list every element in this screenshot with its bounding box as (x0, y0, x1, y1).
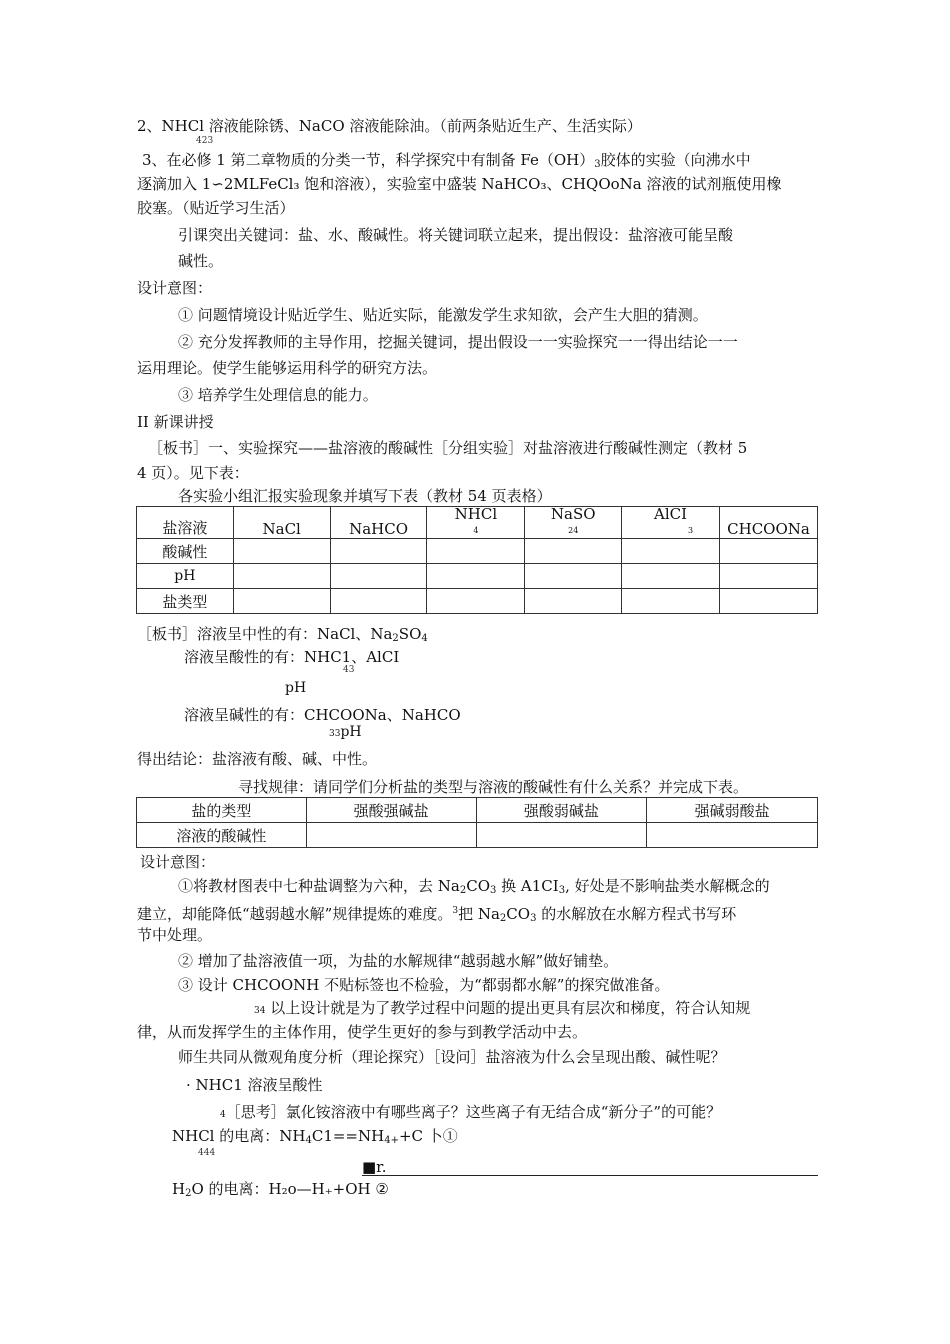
design2-point-2: ② 增加了盐溶液值一项，为盐的水解规律“越弱越水解”做好铺垫。 (178, 952, 619, 970)
table-header-cell: 盐溶液 (137, 507, 234, 539)
design2-point-1-line3: 节中处理。 (137, 926, 213, 944)
acidic-line: 溶液呈酸性的有：NHC1、AlCI (184, 648, 400, 666)
table-header-cell: 强酸弱碱盐 (476, 798, 647, 823)
table-cell (622, 539, 720, 564)
table-header-cell: 强碱弱酸盐 (647, 798, 818, 823)
table-cell (720, 564, 818, 589)
table-cell (720, 589, 818, 614)
board-line2: 4 页）。见下表： (137, 464, 249, 482)
micro-analysis: 师生共同从微观角度分析（理论探究）［设问］盐溶液为什么会呈现出酸、碱性呢？ (178, 1048, 726, 1066)
table-header-cell: 盐的类型 (137, 798, 307, 823)
table-cell (647, 823, 818, 848)
design-point-1: ① 问题情境设计贴近学生、贴近实际，能激发学生求知欲，会产生大胆的猜测。 (178, 306, 708, 324)
design2-point-1-line2: 建立，却能降低“越弱越水解”规律提炼的难度。$^3$把 $Na_2CO_3$ 的水解放在水解方程式书写环 (137, 905, 737, 924)
think-question: 4［思考］氯化铵溶液中有哪些离子？这些离子有无结合成“新分子”的可能？ (220, 1103, 722, 1121)
design2-point-1-line1: ①将教材图表中七种盐调整为六种，去 $Na_2CO_3$ 换 $A1CI_3$, 好处是不影响盐类水解概念的 (178, 877, 770, 896)
table-cell (622, 589, 720, 614)
table-cell (330, 539, 427, 564)
table-cell (233, 589, 330, 614)
table-cell (427, 564, 525, 589)
subscript-note: 423 (196, 136, 214, 146)
nh4cl-acidic: · NHC1 溶液呈酸性 (186, 1076, 323, 1094)
table-header-cell: AlCI 3 (622, 507, 720, 539)
table-header-cell: NHCl 4 (427, 507, 525, 539)
table-row-label: 酸碱性 (137, 539, 234, 564)
subscript-note: 444 (198, 1148, 216, 1158)
design-point-2-line1: ② 充分发挥教师的主导作用，挖掘关键词，提出假设一一实验探究一一得出结论一一 (178, 333, 738, 351)
table-row-label: 盐类型 (137, 589, 234, 614)
water-ionization: $H_2O$ 的电离：H₂o—H₊+OH ② (172, 1180, 389, 1199)
item-3-line2: 逐滴加入 1∽2MLFeCl₃ 饱和溶液），实验室中盛装 NaHCO₃、CHQOoNa 溶液的试剂瓶使用橡 (137, 175, 782, 193)
table-row-label: 溶液的酸碱性 (137, 823, 307, 848)
design2-summary-line1: 34 以上设计就是为了教学过程中问题的提出更具有层次和梯度，符合认知规 (254, 999, 751, 1017)
table-cell (427, 539, 525, 564)
table-cell (525, 589, 622, 614)
section-heading: II 新课讲授 (137, 413, 214, 431)
rule-prompt: 寻找规律：请同学们分析盐的类型与溶液的酸碱性有什么关系？并完成下表。 (238, 778, 749, 796)
basic-line: 溶液呈碱性的有：CHCOONa、NaHCO (184, 706, 461, 724)
design-intent-heading: 设计意图： (137, 279, 213, 297)
item-3-line1: 3、在必修 1 第二章物质的分类一节，科学探究中有制备 $Fe(OH)_3$胶体的实验（向沸水中 (142, 151, 751, 170)
table-cell (525, 564, 622, 589)
intro-line1: 引课突出关键词：盐、水、酸碱性。将关键词联立起来，提出假设：盐溶液可能呈酸 (178, 226, 734, 244)
design-intent-heading: 设计意图： (140, 853, 216, 871)
table-cell (720, 539, 818, 564)
divider-line (362, 1175, 818, 1176)
table-cell (330, 589, 427, 614)
conclusion: 得出结论：盐溶液有酸、碱、中性。 (137, 750, 378, 768)
table-cell (330, 564, 427, 589)
board-neutral: ［板书］溶液呈中性的有：NaCl、$Na_2SO_4$ (137, 625, 428, 644)
ph-label: 33pH (329, 724, 362, 740)
table-header-cell: NaHCO (330, 507, 427, 539)
table-header-cell: NaCl (233, 507, 330, 539)
table-header-cell: NaSO 24 (525, 507, 622, 539)
table-cell (525, 539, 622, 564)
salt-type-table (136, 797, 818, 848)
design2-point-3: ③ 设计 CHCOONH 不贴标签也不检验，为“都弱都水解”的探究做准备。 (178, 976, 670, 994)
table-cell (233, 564, 330, 589)
table-cell (476, 823, 647, 848)
table-row-label: pH (137, 564, 234, 589)
table-cell (306, 823, 476, 848)
design2-summary-line2: 律，从而发挥学生的主体作用，使学生更好的参与到教学活动中去。 (137, 1023, 588, 1041)
design-point-2-line2: 运用理论。使学生能够运用科学的研究方法。 (137, 359, 438, 377)
intro-line2: 碱性。 (178, 252, 224, 270)
salt-test-table (136, 506, 818, 614)
table-cell (622, 564, 720, 589)
subscript-note: 43 (343, 665, 355, 675)
table-cell (427, 589, 525, 614)
table-cell (233, 539, 330, 564)
table-header-cell: 强酸强碱盐 (306, 798, 476, 823)
nh4cl-ionization: NHCl 的电离：$NH_4C1==NH_{4+}+C$ 卜① (172, 1127, 458, 1146)
table-header-cell: CHCOONa (720, 507, 818, 539)
ph-label: pH (285, 680, 307, 696)
item-2: 2、NHCl 溶液能除锈、NaCO 溶液能除油。（前两条贴近生产、生活实际） (137, 117, 642, 135)
design-point-3: ③ 培养学生处理信息的能力。 (178, 386, 378, 404)
table-caption: 各实验小组汇报实验现象并填写下表（教材 54 页表格） (178, 487, 552, 505)
equation-mark: ■r. (362, 1158, 387, 1176)
item-3-line3: 胶塞。（贴近学习生活） (137, 199, 295, 217)
board-line1: ［板书］一、实验探究——盐溶液的酸碱性［分组实验］对盐溶液进行酸碱性测定（教材 5 (148, 439, 748, 457)
